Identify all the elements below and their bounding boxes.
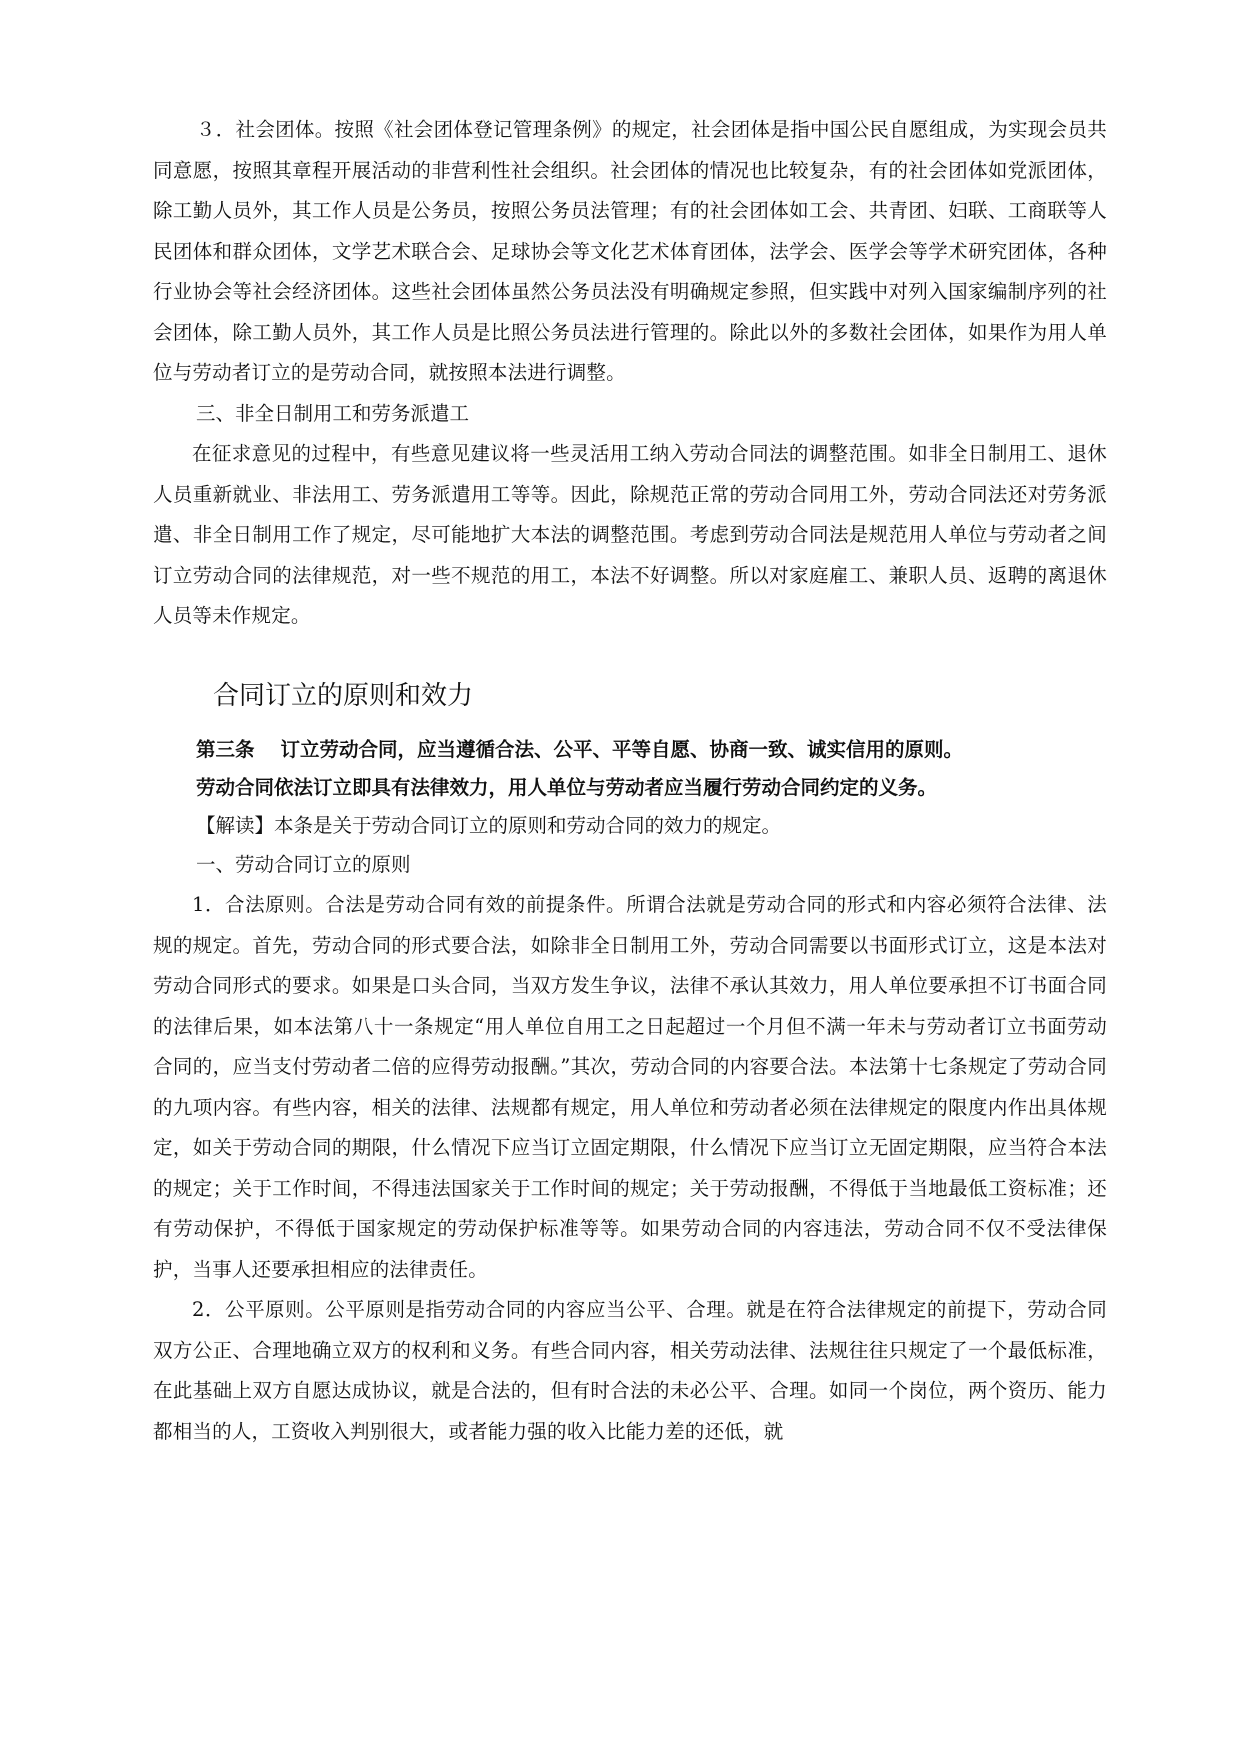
paragraph-fairness-principle: 2．公平原则。公平原则是指劳动合同的内容应当公平、合理。就是在符合法律规定的前提下，劳动合同双方公正、合理地确立双方的权利和义务。有些合同内容，相关劳动法律、法规往往只规定了一个最低标准，在此基础上双方自愿达成协议，就是合法的，但有时合法的未必公平、合理。如同一个岗位，两个资历、能力都相当的人，工资收入判别很大，或者能力强的收入比能力差的还低，就	[153, 1298, 1107, 1443]
paragraph-social-groups: ３．社会团体。按照《社会团体登记管理条例》的规定，社会团体是指中国公民自愿组成，为实现会员共同意愿，按照其章程开展活动的非营利性社会组织。社会团体的情况也比较复杂，有的社会团体如党派团体，除工勤人员外，其工作人员是公务员，按照公务员法管理；有的社会团体如工会、共青团、妇联、工商联等人民团体和群众团体，文学艺术联合会、足球协会等文化艺术体育团体，法学会、医学会等学术研究团体，各种行业协会等社会经济团体。这些社会团体虽然公务员法没有明确规定参照，但实践中对列入国家编制序列的社会团体，除工勤人员外，其工作人员是比照公务员法进行管理的。除此以外的多数社会团体，如果作为用人单位与劳动者订立的是劳动合同，就按照本法进行调整。	[153, 118, 1107, 384]
paragraph-legality-principle: 1．合法原则。合法是劳动合同有效的前提条件。所谓合法就是劳动合同的形式和内容必须符合法律、法规的规定。首先，劳动合同的形式要合法，如除非全日制用工外，劳动合同需要以书面形式订立，这是本法对劳动合同形式的要求。如果是口头合同，当双方发生争议，法律不承认其效力，用人单位要承担不订书面合同的法律后果，如本法第八十一条规定“用人单位自用工之日起超过一个月但不满一年未与劳动者订立书面劳动合同的，应当支付劳动者二倍的应得劳动报酬。”其次，劳动合同的内容要合法。本法第十七条规定了劳动合同的九项内容。有些内容，相关的法律、法规都有规定，用人单位和劳动者必须在法律规定的限度内作出具体规定，如关于劳动合同的期限，什么情况下应当订立固定期限，什么情况下应当订立无固定期限，应当符合本法的规定；关于工作时间，不得违法国家关于工作时间的规定；关于劳动报酬，不得低于当地最低工资标准；还有劳动保护，不得低于国家规定的劳动保护标准等等。如果劳动合同的内容违法，劳动合同不仅不受法律保护，当事人还要承担相应的法律责任。	[153, 893, 1107, 1281]
article-line-2: 劳动合同依法订立即具有法律效力，用人单位与劳动者应当履行劳动合同约定的义务。	[196, 775, 938, 799]
document-page	[153, 110, 1107, 1452]
section-heading: 合同订立的原则和效力	[213, 680, 474, 711]
subheading-principles: 一、劳动合同订立的原则	[196, 852, 411, 876]
subheading-part-time-dispatch: 三、非全日制用工和劳务派遣工	[196, 401, 470, 425]
interpretation-note: 【解读】本条是关于劳动合同订立的原则和劳动合同的效力的规定。	[196, 813, 782, 837]
paragraph-flexible-employment: 在征求意见的过程中，有些意见建议将一些灵活用工纳入劳动合同法的调整范围。如非全日制用工、退休人员重新就业、非法用工、劳务派遣用工等等。因此，除规范正常的劳动合同用工外，劳动合同法还对劳务派遣、非全日制用工作了规定，尽可能地扩大本法的调整范围。考虑到劳动合同法是规范用人单位与劳动者之间订立劳动合同的法律规范，对一些不规范的用工，本法不好调整。所以对家庭雇工、兼职人员、返聘的离退休人员等未作规定。	[153, 442, 1107, 627]
article-line-1	[153, 731, 1107, 769]
article-number: 第三条	[196, 737, 255, 761]
article-text-1: 订立劳动合同，应当遵循合法、公平、平等自愿、协商一致、诚实信用的原则。	[280, 737, 964, 761]
